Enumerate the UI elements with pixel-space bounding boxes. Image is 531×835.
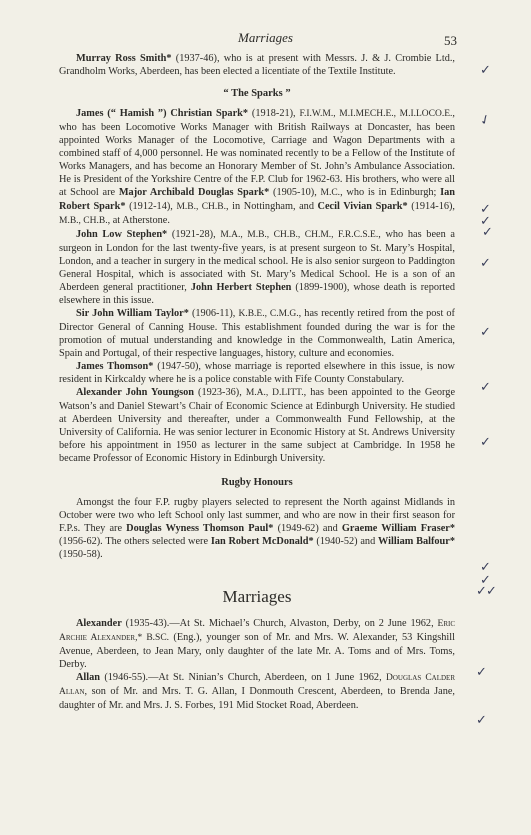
body-text-run: (1923-36), bbox=[193, 387, 246, 398]
person-name: Sir John William Taylor* bbox=[76, 308, 189, 319]
body-text-run: (1946-55).—At St. Ninian’s Church, Aberdeen, on 1 June 1962, bbox=[100, 672, 386, 683]
body-text-run: (1914-16), bbox=[407, 201, 456, 212]
tick-mark-icon: ✓ bbox=[476, 584, 487, 599]
page-number: 53 bbox=[444, 33, 457, 48]
body-text-run: , in Nottingham, and bbox=[226, 201, 318, 212]
qualification-text: M.C. bbox=[320, 188, 341, 198]
tick-mark-icon: ✓ bbox=[480, 380, 491, 395]
article-body bbox=[59, 52, 455, 712]
paragraph-marriage-allan bbox=[59, 671, 455, 712]
tick-mark-icon: ✓ bbox=[480, 214, 491, 229]
qualification-text: Douglas Calder Allan bbox=[59, 673, 455, 697]
tick-mark-icon: ✓ bbox=[477, 111, 494, 130]
running-title: Marriages bbox=[238, 30, 293, 45]
qualification-text: M.B., CH.B. bbox=[59, 216, 108, 226]
body-text-run: , who has been a surgeon in London for the last twenty-five years, is at present surgeon to St. Mary’s Hospital, London, and a teacher in surgery in the medical school. He is also senior surgeon to Paddington General Hospital, which is associated with St. Mary’s Medical School. He is a son of an Aberdeen general practitioner, bbox=[59, 229, 455, 293]
person-name: Alexander John Youngson bbox=[76, 387, 194, 398]
body-text-run: , son of Mr. and Mrs. T. G. Allan, I Donmouth Crescent, Aberdeen, to Brenda Jane, daughter of Mr. and Mrs. J. S. Forbes, 191 Mid Stocket Road, Aberdeen. bbox=[59, 686, 455, 711]
body-text-run: , has recently retired from the post of Director General of Canning House. This establishment founded during the war is for the promotion of mutual understanding and knowledge in the Commonwealth, Latin America, Spain and Portugal, of their respective languages, history, culture and economies. bbox=[59, 308, 455, 359]
paragraph-john-william-taylor bbox=[59, 307, 455, 360]
body-text-run: (1956-62). The others selected were bbox=[59, 536, 211, 547]
person-name: Ian Robert McDonald* bbox=[210, 536, 314, 547]
body-text-run: Amongst the four F.P. rugby players selected to represent the North against Midlands in October were two who left School only last summer, and who are now in their first season for F.P.s. They are bbox=[59, 497, 455, 534]
person-name: Ian Robert Spark* bbox=[59, 187, 455, 212]
paragraph-james-christian-spark bbox=[59, 107, 455, 228]
body-text-run: (1921-28), bbox=[167, 229, 221, 240]
person-name: James (“ Hamish ”) Christian Spark* bbox=[76, 108, 249, 119]
tick-mark-icon: ✓ bbox=[480, 560, 491, 575]
heading-marriages: Marriages bbox=[222, 587, 292, 606]
person-name: John Low Stephen* bbox=[76, 229, 168, 240]
paragraph-murray-ross-smith bbox=[59, 52, 455, 78]
body-text-run: (1912-14), bbox=[125, 201, 177, 212]
qualification-text: M.A., D.LITT. bbox=[245, 388, 304, 398]
paragraph-marriage-alexander bbox=[59, 617, 455, 671]
person-name: Murray Ross Smith* bbox=[76, 53, 172, 64]
body-text-run: , who has been Locomotive Works Manager with British Railways at Doncaster, has been appointed Works Manager of the Locomotive, Carriage and Wagon Departments with a combined staff of 4,000 personnel. He was nominated recently to be a Fellow of the Institute of Works Managers, and has become an Honorary Member of St. John’s Ambulance Association. He is President of the Yorkshire Centre of the F.P. Club for 1962-63. His brothers, who were all at School are bbox=[59, 108, 455, 198]
body-text-run: (1918-21), bbox=[248, 108, 300, 119]
qualification-text: F.I.W.M., M.I.MECH.E., M.I.LOCO.E. bbox=[299, 109, 453, 119]
heading-rugby-honours: Rugby Honours bbox=[221, 477, 293, 488]
tick-mark-icon: ✓ bbox=[480, 325, 491, 340]
tick-mark-icon: ✓ bbox=[480, 573, 491, 588]
tick-mark-icon: ✓ bbox=[480, 202, 491, 217]
body-text-run: (1899-1900), whose death is reported elsewhere in this issue. bbox=[59, 282, 456, 306]
paragraph-alexander-john-youngson bbox=[59, 386, 455, 465]
qualification-text: M.A., M.B., CH.B., CH.M., F.R.C.S.E. bbox=[220, 230, 379, 240]
body-text-run: , at Atherstone. bbox=[107, 215, 170, 226]
body-text-run: (1949-62) and bbox=[273, 523, 342, 534]
tick-mark-icon: ✓ bbox=[480, 63, 491, 78]
body-text-run: (1947-50), whose marriage is reported elsewhere in this issue, is now resident in Kirkcaldy where he is a police constable with Fife County Constabulary. bbox=[59, 361, 455, 385]
person-name: Allan bbox=[76, 672, 101, 683]
person-name: William Balfour* bbox=[378, 536, 455, 547]
body-text-run: , has been appointed to the George Watson’s and Daniel Stewart’s Chair of Economic Science at Edinburgh University. He studied at Aberdeen University and thereafter, under a Commonwealth Fund Fellowship, at the University of California. He was senior lecturer in Economic History at St. Andrews University before his appointment in 1950 as lecturer in the same subject at Cambridge. In 1958 he became Professor of Economic History in Edinburgh University. bbox=[59, 387, 456, 464]
paragraph-james-thomson bbox=[59, 360, 455, 386]
qualification-text: M.B., CH.B. bbox=[176, 202, 227, 212]
person-name: Douglas Wyness Thomson Paul* bbox=[126, 523, 274, 534]
body-text-run: (1906-11), bbox=[188, 308, 239, 319]
person-name: Graeme William Fraser* bbox=[341, 523, 456, 534]
person-name: Cecil Vivian Spark* bbox=[317, 201, 408, 212]
body-text-run: (1905-10), bbox=[269, 187, 321, 198]
body-text-run: (1937-46), who is at present with Messrs. J. & J. Crombie Ltd., Grandholm Works, Aberdeen, has been elected a licentiate of the Textile Institute. bbox=[59, 53, 455, 77]
page-header bbox=[0, 26, 531, 46]
paragraph-john-low-stephen bbox=[59, 228, 455, 307]
tick-mark-icon: ✓ bbox=[476, 665, 487, 680]
qualification-text: K.B.E., C.M.G. bbox=[238, 309, 299, 319]
person-name: James Thomson* bbox=[76, 361, 154, 372]
tick-mark-icon: ✓ bbox=[480, 435, 491, 450]
person-name: Alexander bbox=[76, 618, 122, 629]
tick-mark-icon: ✓ bbox=[476, 713, 487, 728]
body-text-run: (1940-52) and bbox=[313, 536, 379, 547]
body-text-run: (1950-58). bbox=[59, 549, 103, 560]
tick-mark-icon: ✓ bbox=[480, 256, 491, 271]
paragraph-rugby-selection bbox=[59, 496, 455, 561]
body-text-run: , who is in Edinburgh; bbox=[340, 187, 441, 198]
body-text-run: (Eng.), younger son of Mr. and Mrs. W. Alexander, 53 Kingshill Avenue, Aberdeen, to Jean Mary, only daughter of the late Mr. A. Toms and of Mrs. Toms, Derby. bbox=[59, 632, 455, 670]
body-text-run: (1935-43).—At St. Michael’s Church, Alvaston, Derby, on 2 June 1962, bbox=[121, 618, 438, 629]
heading-the-sparks: “ The Sparks ” bbox=[223, 88, 291, 99]
tick-mark-icon: ✓ bbox=[486, 584, 497, 599]
tick-mark-icon: ✓ bbox=[482, 225, 493, 240]
qualification-text: Eric Archie Alexander,* B.SC. bbox=[59, 619, 455, 643]
person-name: Major Archibald Douglas Spark* bbox=[118, 187, 270, 198]
person-name: John Herbert Stephen bbox=[190, 282, 292, 293]
